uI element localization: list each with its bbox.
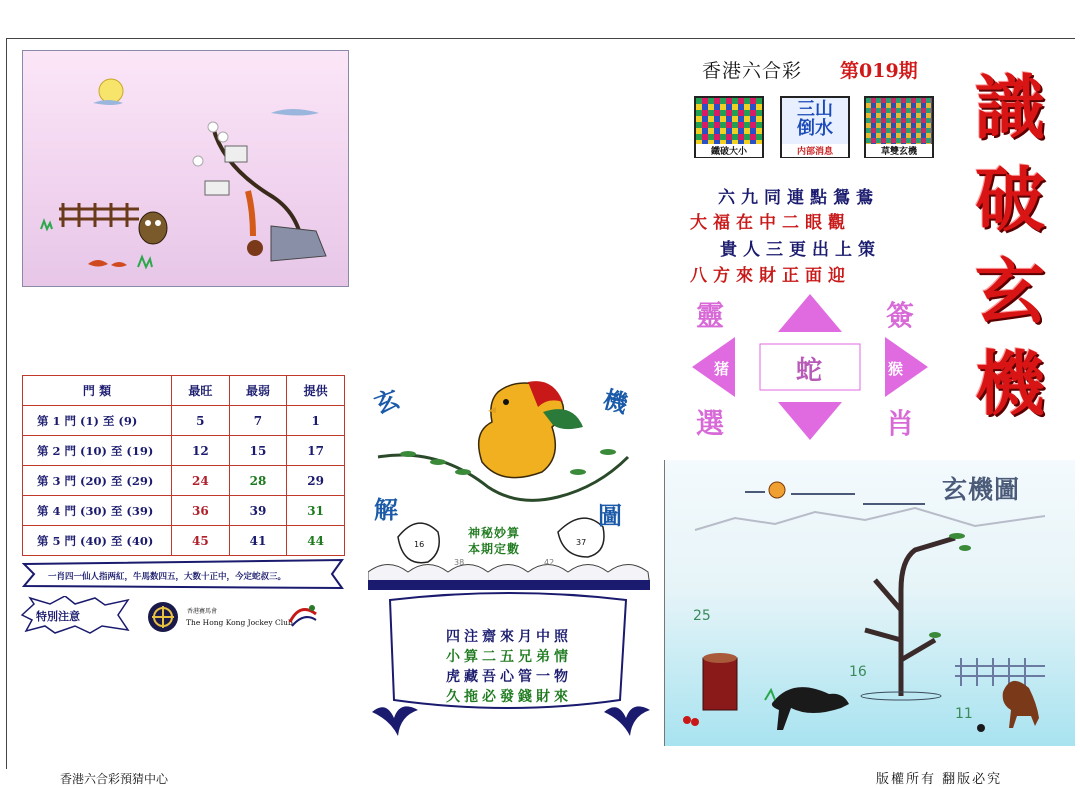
corner-word: 機 <box>600 385 631 419</box>
chip-caption: 鐵破大小 <box>696 144 762 157</box>
weak-value: 28 <box>229 466 287 496</box>
jockey-club-name-cn: 香港賽馬會 <box>187 608 218 615</box>
offer-value: 1 <box>287 406 345 436</box>
table-header-row <box>23 376 345 406</box>
poem-line: 六九同連點鴛鴦 <box>718 188 879 208</box>
mosaic-chip-right <box>864 96 934 158</box>
middle-riddle-picture <box>368 372 650 750</box>
compass-east-label: 猴 <box>888 360 904 378</box>
chip-caption: 草雙玄機 <box>866 144 932 157</box>
rooster-icon <box>479 381 583 477</box>
moon-scene-illustration <box>23 51 348 286</box>
chip-center-text <box>786 100 844 138</box>
lottery-title: 香港六合彩 <box>702 60 803 82</box>
weak-value: 15 <box>229 436 287 466</box>
middle-poem-line: 久拖必發錢財來 <box>446 689 572 705</box>
special-notice-text: 特別注意 <box>36 610 80 623</box>
hot-value: 45 <box>172 526 230 556</box>
row-label: 第 3 門 (20) 至 (29) <box>23 466 172 496</box>
tree-stump-icon <box>703 658 737 710</box>
fruit-icon <box>88 260 108 267</box>
hot-value: 5 <box>172 406 230 436</box>
row-label: 第 4 門 (30) 至 (39) <box>23 496 172 526</box>
table-header: 門 類 <box>23 376 172 406</box>
table-row <box>23 406 345 436</box>
row-label: 第 2 門 (10) 至 (19) <box>23 436 172 466</box>
grass-icon <box>765 690 775 700</box>
fence-icon <box>59 203 139 227</box>
corner-word: 圖 <box>598 502 622 530</box>
middle-poem-line: 四注齋來月中照 <box>446 629 572 645</box>
big-title-char: 識 <box>975 66 1045 149</box>
middle-poem-line: 小算二五兄弟情 <box>446 649 572 665</box>
sign-line: 神秘妙算 <box>468 526 521 540</box>
chip-center-char: 三 <box>797 99 815 120</box>
small-number: 42 <box>544 558 555 567</box>
swallow-icon <box>372 706 418 736</box>
footer-left: 香港六合彩預猜中心 <box>60 772 169 786</box>
picture-title: 玄機圖 <box>942 475 1021 504</box>
table-row <box>23 526 345 556</box>
table-row <box>23 496 345 526</box>
big-title-char: 機 <box>975 342 1045 425</box>
compass-center: 蛇 <box>796 356 823 386</box>
swallow-icon <box>604 706 650 736</box>
moon-icon <box>99 79 123 103</box>
bird-left-number: 16 <box>414 540 425 549</box>
compass-word: 肖 <box>886 407 915 440</box>
row-label: 第 1 門 (1) 至 (9) <box>23 406 172 436</box>
ball-icon <box>977 724 985 732</box>
mosaic-chip-left <box>694 96 764 158</box>
sign-line: 本期定數 <box>468 542 521 556</box>
zodiac-compass <box>690 292 930 442</box>
chip-center-char: 山 <box>815 99 833 120</box>
mountains-icon <box>695 508 1045 530</box>
jockey-club-name-en: The Hong Kong Jockey Club <box>186 618 293 627</box>
rock-icon <box>271 226 326 261</box>
jockey-club-logo-icon <box>146 600 180 634</box>
poem-line: 大福在中二眼觀 <box>690 213 851 233</box>
weak-value: 7 <box>229 406 287 436</box>
fence-icon <box>955 658 1045 686</box>
poem-line: 貴人三更出上策 <box>720 240 881 260</box>
grass-icon <box>138 257 152 267</box>
small-number: 38 <box>454 558 465 567</box>
compass-word: 靈 <box>696 299 725 332</box>
chip-caption: 内部消息 <box>782 144 848 157</box>
footer-right: 版權所有 翻版必究 <box>876 772 1003 787</box>
table-row <box>23 466 345 496</box>
bird-right-number: 37 <box>576 538 587 547</box>
scene-number: 25 <box>693 608 711 624</box>
offer-value: 29 <box>287 466 345 496</box>
tree-icon <box>865 538 955 696</box>
riddle-picture-moon-scene <box>22 50 349 287</box>
brown-dog-icon <box>1003 681 1039 728</box>
corner-word: 玄 <box>370 384 403 420</box>
poem-line: 八方來財正面迎 <box>690 266 851 286</box>
hot-value: 36 <box>172 496 230 526</box>
big-title-char: 破 <box>975 158 1045 241</box>
issue-number: 第019期 <box>840 60 918 82</box>
animal-icon <box>139 212 167 244</box>
offer-value: 44 <box>287 526 345 556</box>
corner-word: 解 <box>374 496 398 524</box>
table-header: 最弱 <box>229 376 287 406</box>
hot-value: 24 <box>172 466 230 496</box>
hot-value: 12 <box>172 436 230 466</box>
compass-west-label: 猪 <box>714 360 730 378</box>
chip-center-char: 倒 <box>797 118 815 139</box>
cloud-icon <box>271 109 319 116</box>
sun-icon <box>769 482 785 498</box>
big-title-char: 玄 <box>975 250 1045 333</box>
chip-center-char: 水 <box>815 118 833 139</box>
compass-word: 選 <box>696 407 725 440</box>
hint-ribbon-text: 一肖四一仙人指两紅，牛馬数四五，大数十正中，今定蛇叔三。 <box>48 572 287 582</box>
offer-value: 31 <box>287 496 345 526</box>
offer-value: 17 <box>287 436 345 466</box>
row-label: 第 5 門 (40) 至 (40) <box>23 526 172 556</box>
table-row <box>23 436 345 466</box>
black-dog-icon <box>772 687 849 730</box>
stone-icon <box>247 240 263 256</box>
table-header: 最旺 <box>172 376 230 406</box>
scene-number: 16 <box>849 664 867 680</box>
monkey-icon <box>248 191 253 236</box>
table-header: 提供 <box>287 376 345 406</box>
weak-value: 41 <box>229 526 287 556</box>
lantern-icon <box>225 146 247 162</box>
weak-value: 39 <box>229 496 287 526</box>
scene-number: 11 <box>955 706 973 722</box>
compass-word: 簽 <box>886 299 915 332</box>
decorative-logo-icon <box>286 600 320 630</box>
middle-poem-line: 虎藏吾心管一物 <box>446 669 572 685</box>
number-category-table <box>22 375 345 556</box>
chip-center <box>780 96 850 158</box>
